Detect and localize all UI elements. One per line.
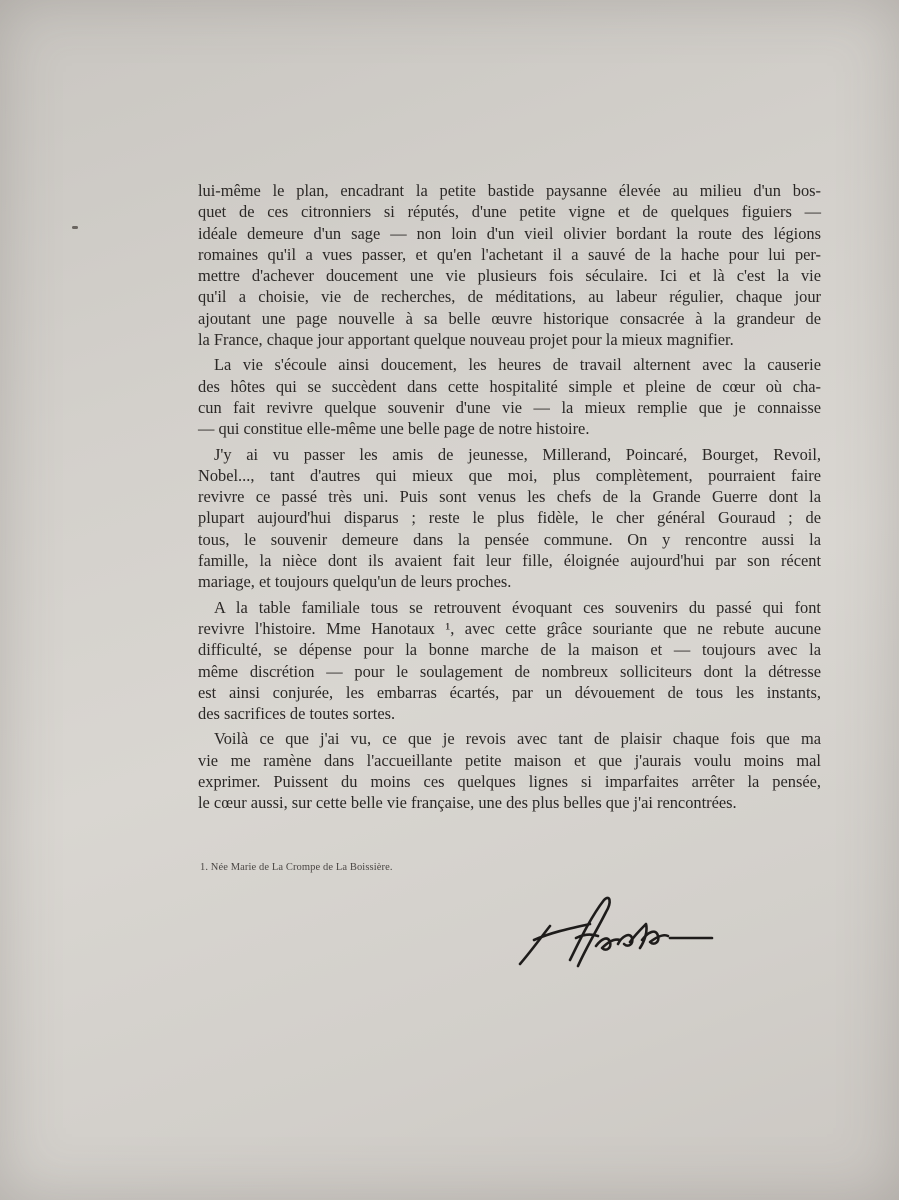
text-line: tous, le souvenir demeure dans la pensée commune. On y rencontre aussi la [198,529,821,549]
text-line: A la table familiale tous se retrouvent évoquant ces souvenirs du passé qui font [214,597,821,617]
text-line: même discrétion — pour le soulagement de nombreux solliciteurs dont la détresse [198,661,821,681]
text-line: revivre l'histoire. Mme Hanotaux ¹, avec cette grâce souriante que ne rebute aucune [198,618,821,638]
text-line: la France, chaque jour apportant quelque nouveau projet pour la mieux magnifier. [198,330,734,350]
text-line: — qui constitue elle-même une belle page de notre histoire. [198,419,590,439]
text-line: quet de ces citronniers si réputés, d'une petite vigne et de quelques figuiers — [198,202,821,222]
ink-speck [72,226,78,229]
paragraph-3 [198,444,821,593]
text-line: revivre ce passé très uni. Puis sont venus les chefs de la Grande Guerre dont la [198,487,821,507]
text-line: J'y ai vu passer les amis de jeunesse, Millerand, Poincaré, Bourget, Revoil, [214,444,821,464]
text-line: mettre d'achever doucement une vie plusieurs fois séculaire. Ici et là c'est la vie [198,266,821,286]
text-line: des hôtes qui se succèdent dans cette hospitalité simple et pleine de cœur où cha- [198,376,821,396]
text-line: romaines qu'il a vues passer, et qu'en l'achetant il a sauvé de la hache pour lui per- [198,244,821,264]
paragraph-1 [198,180,821,350]
text-line: Nobel..., tant d'autres qui mieux que moi, plus complètement, pourraient faire [198,465,821,485]
text-line: Voilà ce que j'ai vu, ce que je revois avec tant de plaisir chaque fois que ma [214,729,821,749]
handwritten-signature [512,888,722,978]
text-line: lui-même le plan, encadrant la petite bastide paysanne élevée au milieu d'un bos- [198,181,821,200]
text-line: plupart aujourd'hui disparus ; reste le plus fidèle, le cher général Gouraud ; de [198,508,821,528]
text-line: ajoutant une page nouvelle à sa belle œuvre historique consacrée à la grandeur de [198,308,821,328]
text-line: qu'il a choisie, vie de recherches, de méditations, au labeur régulier, chaque jour [198,287,821,307]
text-line: des sacrifices de toutes sortes. [198,704,396,724]
text-line: le cœur aussi, sur cette belle vie française, une des plus belles que j'ai rencontrées. [198,793,737,813]
paragraph-5 [198,728,821,813]
text-line: exprimer. Puissent du moins ces quelques lignes si imparfaites arrêter la pensée, [198,772,821,792]
text-line: difficulté, se dépense pour la bonne marche de la maison et — toujours avec la [198,640,821,660]
text-line: vie me ramène dans l'accueillante petite maison et que j'aurais voulu moins mal [198,750,821,770]
text-line: famille, la nièce dont ils avaient fait leur fille, éloignée aujourd'hui par son récent [198,551,821,571]
text-line: est ainsi conjurée, les embarras écartés, par un dévouement de tous les instants, [198,682,821,702]
paragraph-4 [198,597,821,725]
text-line: idéale demeure d'un sage — non loin d'un vieil olivier bordant la route des légions [198,223,821,243]
text-line: cun fait revivre quelque souvenir d'une vie — la mieux remplie que je connaisse [198,397,821,417]
paragraph-2 [198,354,821,439]
body-text [198,180,821,818]
footnote: 1. Née Marie de La Crompe de La Boissière. [200,862,393,873]
text-line: mariage, et toujours quelqu'un de leurs proches. [198,572,512,592]
text-line: La vie s'écoule ainsi doucement, les heures de travail alternent avec la causerie [214,355,821,375]
